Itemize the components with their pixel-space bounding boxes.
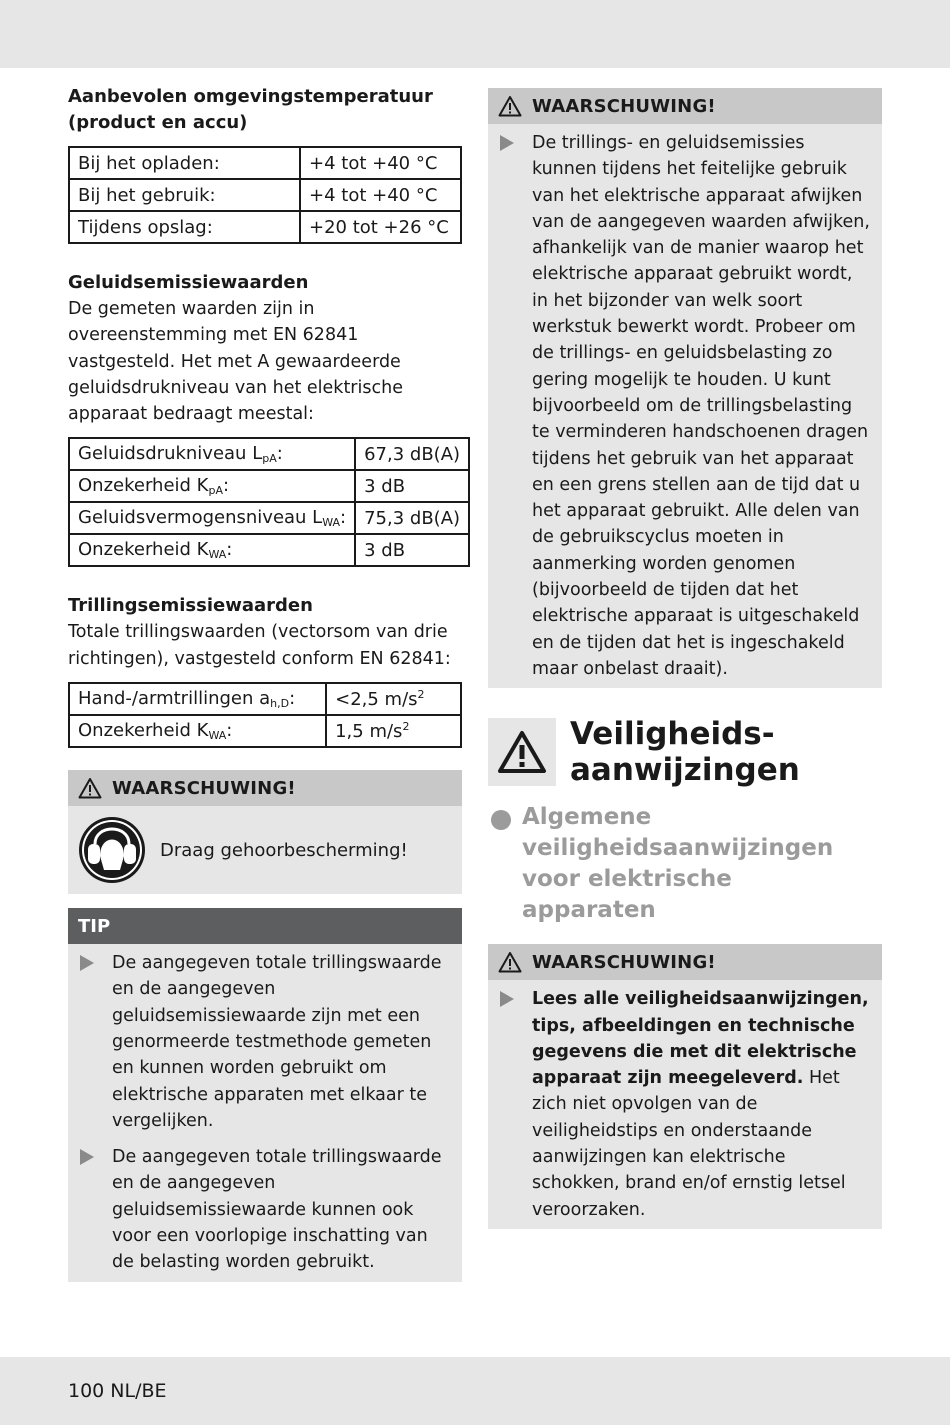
- vibration-table: [68, 682, 462, 748]
- table-row: [69, 534, 469, 566]
- tip-box: [68, 908, 462, 1282]
- warning-bold-text: Lees alle veiligheidsaanwijzingen, tips, afbeeldingen en technische gegevens die met dit elektrische apparaat zijn meegeleverd.: [532, 989, 869, 1089]
- table-value-cell: <2,5 $m/s^2$: [326, 683, 461, 715]
- table-value-cell: 75,3 dB(A): [355, 502, 469, 534]
- warning-title: WAARSCHUWING!: [532, 951, 716, 973]
- warning-header: [488, 88, 882, 124]
- table-value-cell: +4 tot +40 °C: [300, 179, 461, 211]
- subsection-title: Algemene veiligheidsaanwijzingen voor elektrische apparaten: [522, 804, 834, 924]
- hearing-protection-icon: [78, 816, 146, 884]
- tip-header: TIP: [68, 908, 462, 944]
- subsection-heading: [488, 802, 882, 926]
- table-value-cell: 3 dB: [355, 470, 469, 502]
- bullet-arrow-icon: [80, 1149, 94, 1165]
- table-label-cell: Onzekerheid $K_{WA}$:: [69, 715, 326, 747]
- table-label-cell: Bij het gebruik:: [69, 179, 300, 211]
- table-row: [69, 438, 469, 470]
- tip-item: De aangegeven totale trillingswaarde en de aangegeven geluidsemissiewaarde zijn met een genormeerde testmethode gemeten en kunnen worden gebruikt om elektrische apparaten met elkaar te vergelijken.: [68, 950, 462, 1134]
- warning-item: De trillings- en geluidsemissies kunnen tijdens het feitelijke gebruik van het elektrische apparaat afwijken van de aangegeven waarden afwijken, afhankelijk van de manier waarop het elektrische apparaat gebruikt wordt, in het bijzonder van welk soort werkstuk bewerkt wordt. Probeer om de trillings- en geluidsbelasting zo gering mogelijk te houden. U kunt bijvoorbeeld om de trillingsbelasting te verminderen handschoenen dragen tijdens het gebruik van het apparaat en een grens stellen aan de tijd dat u het apparaat gebruikt. Alle delen van de gebruikscyclus moeten in aanmerking worden genomen (bijvoorbeeld de tijden dat het elektrische apparaat is uitgeschakeld en de tijden dat het is ingeschakeld maar onbelast draait).: [488, 124, 882, 682]
- warning-header: [488, 944, 882, 980]
- page-number: 100 NL/BE: [68, 1380, 167, 1402]
- table-label-cell: Hand-/armtrillingen $a_{h,D}$:: [69, 683, 326, 715]
- section-heading: [488, 716, 882, 788]
- table-row: [69, 211, 461, 243]
- table-label-cell: Geluidsdrukniveau $L_{pA}$:: [69, 438, 355, 470]
- hearing-warning-box: [68, 770, 462, 894]
- right-column: [488, 88, 882, 1229]
- warning-triangle-icon: [498, 951, 522, 973]
- bullet-arrow-icon: [500, 135, 514, 151]
- warning-title: WAARSCHUWING!: [112, 777, 296, 799]
- safety-warning-box: [488, 944, 882, 1229]
- section-warning-box: [488, 718, 556, 786]
- table-label-cell: Onzekerheid $K_{WA}$:: [69, 534, 355, 566]
- section-title: Veiligheids- aanwijzingen: [570, 716, 800, 789]
- table-row: [69, 470, 469, 502]
- table-row: [69, 683, 461, 715]
- noise-paragraph: De gemeten waarden zijn in overeenstemming met EN 62841 vastgesteld. Het met A gewaardeerde geluidsdrukniveau van het elektrische apparaat bedraagt meestal:: [68, 299, 403, 425]
- bullet-arrow-icon: [80, 955, 94, 971]
- vibration-paragraph: Totale trillingswaarden (vectorsom van drie richtingen), vastgesteld conform EN 62841:: [68, 622, 451, 669]
- warning-triangle-icon: [498, 95, 522, 117]
- temperature-table: [68, 146, 462, 244]
- warning-item: [488, 980, 882, 1223]
- table-label-cell: Onzekerheid $K_{pA}$:: [69, 470, 355, 502]
- table-value-cell: 67,3 dB(A): [355, 438, 469, 470]
- noise-table: [68, 437, 470, 567]
- vibration-heading: Trillingsemissiewaarden: [68, 595, 313, 617]
- table-label-cell: Geluidsvermogensniveau $L_{WA}$:: [69, 502, 355, 534]
- bullet-arrow-icon: [500, 991, 514, 1007]
- table-row: [69, 715, 461, 747]
- table-value-cell: +20 tot +26 °C: [300, 211, 461, 243]
- table-row: [69, 147, 461, 179]
- table-value-cell: 3 dB: [355, 534, 469, 566]
- warning-triangle-icon: [497, 730, 547, 774]
- warning-title: WAARSCHUWING!: [532, 95, 716, 117]
- table-label-cell: Bij het opladen:: [69, 147, 300, 179]
- noise-heading: Geluidsemissiewaarden: [68, 272, 309, 293]
- tip-item: De aangegeven totale trillingswaarde en de aangegeven geluidsemissiewaarde kunnen ook voor een voorlopige inschatting van de belasting worden gebruikt.: [68, 1144, 462, 1275]
- warning-triangle-icon: [78, 777, 102, 799]
- table-value-cell: 1,5 $m/s^2$: [326, 715, 461, 747]
- table-row: [69, 502, 469, 534]
- emission-warning-box: [488, 88, 882, 688]
- warning-header: [68, 770, 462, 806]
- bullet-dot-icon: [491, 810, 511, 830]
- table-label-cell: Tijdens opslag:: [69, 211, 300, 243]
- temperature-heading: Aanbevolen omgevingstemperatuur (product en accu): [68, 86, 433, 133]
- left-column: [68, 84, 462, 1282]
- top-band: [0, 0, 950, 68]
- table-value-cell: +4 tot +40 °C: [300, 147, 461, 179]
- warning-rest-text: Het zich niet opvolgen van de veiligheidstips en onderstaande aanwijzingen kan elektrische schokken, brand en/of ernstig letsel veroorzaken.: [532, 1068, 846, 1220]
- hearing-warning-text: Draag gehoorbescherming!: [160, 839, 408, 861]
- table-row: [69, 179, 461, 211]
